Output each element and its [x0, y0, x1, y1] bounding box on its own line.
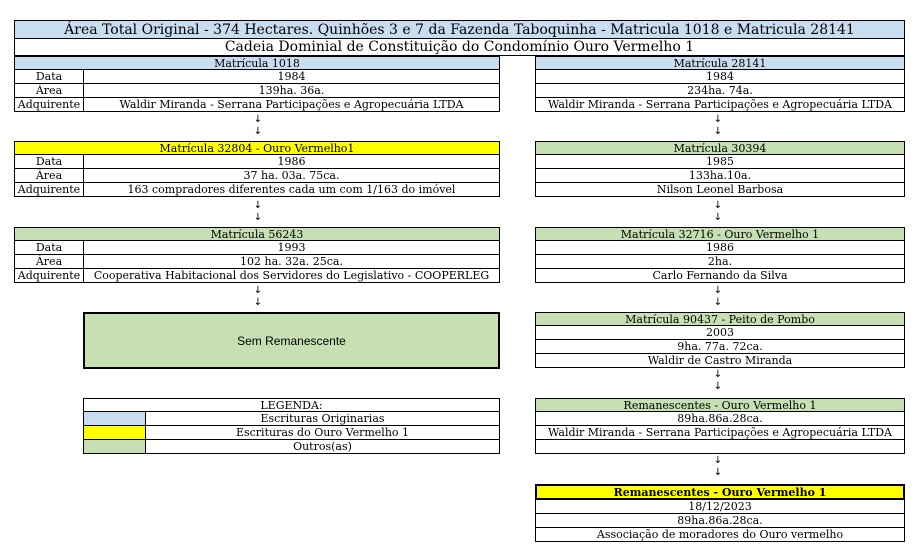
arrow-down-icon: ↓	[713, 212, 723, 223]
right-32716-area: 2ha.	[535, 254, 905, 269]
label-data: Data	[14, 69, 84, 84]
right-32716-data: 1986	[535, 240, 905, 255]
left-1018-title: Matrícula 1018	[14, 56, 500, 70]
arrow-down-icon: ↓	[253, 200, 263, 211]
right-90437-area: 9ha. 77a. 72ca.	[535, 339, 905, 354]
right-90437-title: Matrícula 90437 - Peito de Pombo	[535, 312, 905, 326]
arrow-down-icon: ↓	[253, 285, 263, 296]
right-30394-data: 1985	[535, 154, 905, 169]
arrow-down-icon: ↓	[713, 126, 723, 137]
left-32804-adquirente: 163 compradores diferentes cada um com 1/163 do imóvel	[83, 182, 500, 197]
label-adquirente: Adquirente	[14, 97, 84, 112]
legend-title: LEGENDA:	[83, 398, 500, 412]
left-56243-title: Matrícula 56243	[14, 227, 500, 241]
right-28141-area: 234ha. 74a.	[535, 83, 905, 98]
left-32804-data: 1986	[83, 154, 500, 169]
legend-label-ouro-vermelho: Escrituras do Ouro Vermelho 1	[145, 425, 500, 440]
right-30394-area: 133ha.10a.	[535, 168, 905, 183]
main-title: Área Total Original - 374 Hectares. Quinhões 3 e 7 da Fazenda Taboquinha - Matricula 1018 e Matricula 28141	[14, 20, 905, 39]
arrow-down-icon: ↓	[713, 381, 723, 392]
arrow-down-icon: ↓	[253, 126, 263, 137]
right-32716-title: Matrícula 32716 - Ouro Vermelho 1	[535, 227, 905, 241]
left-32804-area: 37 ha. 03a. 75ca.	[83, 168, 500, 183]
subtitle: Cadeia Dominial de Constituição do Condomínio Ouro Vermelho 1	[14, 38, 905, 56]
label-area: Área	[14, 168, 84, 183]
arrow-down-icon: ↓	[713, 467, 723, 478]
arrow-down-icon: ↓	[713, 369, 723, 380]
left-56243-area: 102 ha. 32a. 25ca.	[83, 254, 500, 269]
right-30394-title: Matrícula 30394	[535, 141, 905, 155]
right-32716-adquirente: Carlo Fernando da Silva	[535, 268, 905, 283]
legend-label-originarias: Escrituras Originarias	[145, 411, 500, 426]
right-90437-adquirente: Waldir de Castro Miranda	[535, 353, 905, 368]
left-56243-adquirente: Cooperativa Habitacional dos Servidores do Legislativo - COOPERLEG	[83, 268, 500, 283]
label-area: Área	[14, 83, 84, 98]
right-rem2-data: 18/12/2023	[535, 499, 905, 514]
arrow-down-icon: ↓	[713, 200, 723, 211]
right-28141-data: 1984	[535, 69, 905, 84]
arrow-down-icon: ↓	[713, 114, 723, 125]
right-90437-data: 2003	[535, 325, 905, 340]
left-1018-adquirente: Waldir Miranda - Serrana Participações e Agropecuária LTDA	[83, 97, 500, 112]
arrow-down-icon: ↓	[253, 297, 263, 308]
right-28141-title: Matrícula 28141	[535, 56, 905, 70]
label-adquirente: Adquirente	[14, 268, 84, 283]
right-rem1-title: Remanescentes - Ouro Vermelho 1	[535, 398, 905, 412]
left-32804-title: Matrícula 32804 - Ouro Vermelho1	[14, 141, 500, 155]
right-rem1-adquirente: Waldir Miranda - Serrana Participações e Agropecuária LTDA	[535, 425, 905, 440]
left-1018-area: 139ha. 36a.	[83, 83, 500, 98]
arrow-down-icon: ↓	[713, 455, 723, 466]
left-1018-data: 1984	[83, 69, 500, 84]
right-rem1-area: 89ha.86a.28ca.	[535, 411, 905, 426]
right-rem2-adquirente: Associação de moradores do Ouro vermelho	[535, 527, 905, 542]
arrow-down-icon: ↓	[253, 212, 263, 223]
label-data: Data	[14, 240, 84, 255]
right-rem2-title: Remanescentes - Ouro Vermelho 1	[535, 484, 905, 500]
right-28141-adquirente: Waldir Miranda - Serrana Participações e Agropecuária LTDA	[535, 97, 905, 112]
arrow-down-icon: ↓	[713, 297, 723, 308]
legend-label-outros: Outros(as)	[145, 439, 500, 454]
left-56243-data: 1993	[83, 240, 500, 255]
legend-swatch-yellow	[83, 425, 146, 440]
legend-swatch-blue	[83, 411, 146, 426]
label-area: Área	[14, 254, 84, 269]
label-adquirente: Adquirente	[14, 182, 84, 197]
legend-swatch-green	[83, 439, 146, 454]
label-data: Data	[14, 154, 84, 169]
arrow-down-icon: ↓	[253, 114, 263, 125]
right-rem1-blank	[535, 439, 905, 454]
right-30394-adquirente: Nilson Leonel Barbosa	[535, 182, 905, 197]
right-rem2-area: 89ha.86a.28ca.	[535, 513, 905, 528]
arrow-down-icon: ↓	[713, 285, 723, 296]
sem-remanescente-box: Sem Remanescente	[83, 312, 500, 369]
